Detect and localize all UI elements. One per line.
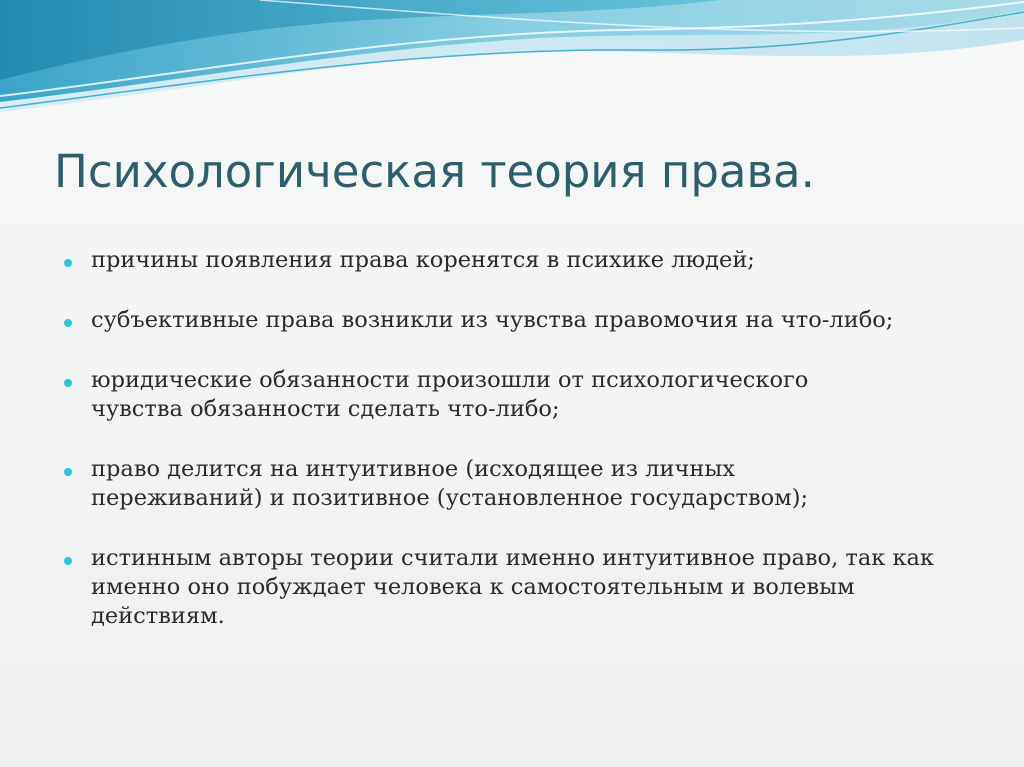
decorative-wave-header (0, 0, 1024, 120)
bullet-item (64, 455, 984, 513)
bullet-dot-icon (64, 557, 72, 565)
bullet-item (64, 306, 984, 335)
bullet-dot-icon (64, 379, 72, 387)
bullet-text: истинным авторы теории считали именно интуитивное право, так как именно оно побуждает человека к самостоятельным и волевым действиям. (91, 545, 935, 629)
bullet-item (64, 246, 984, 275)
bullet-text: юридические обязанности произошли от психологического чувства обязанности сделать что-либо; (91, 367, 809, 422)
bullet-list (64, 246, 984, 662)
slide-title: Психологическая теория права. (54, 145, 815, 198)
bullet-dot-icon (64, 259, 72, 267)
bullet-text: причины появления права коренятся в психике людей; (91, 247, 755, 273)
bullet-item (64, 544, 984, 631)
bullet-dot-icon (64, 319, 72, 327)
bullet-text: субъективные права возникли из чувства правомочия на что-либо; (91, 307, 894, 333)
bullet-text: право делится на интуитивное (исходящее из личных переживаний) и позитивное (установленное государством); (91, 456, 809, 511)
bullet-item (64, 366, 984, 424)
bullet-dot-icon (64, 468, 72, 476)
